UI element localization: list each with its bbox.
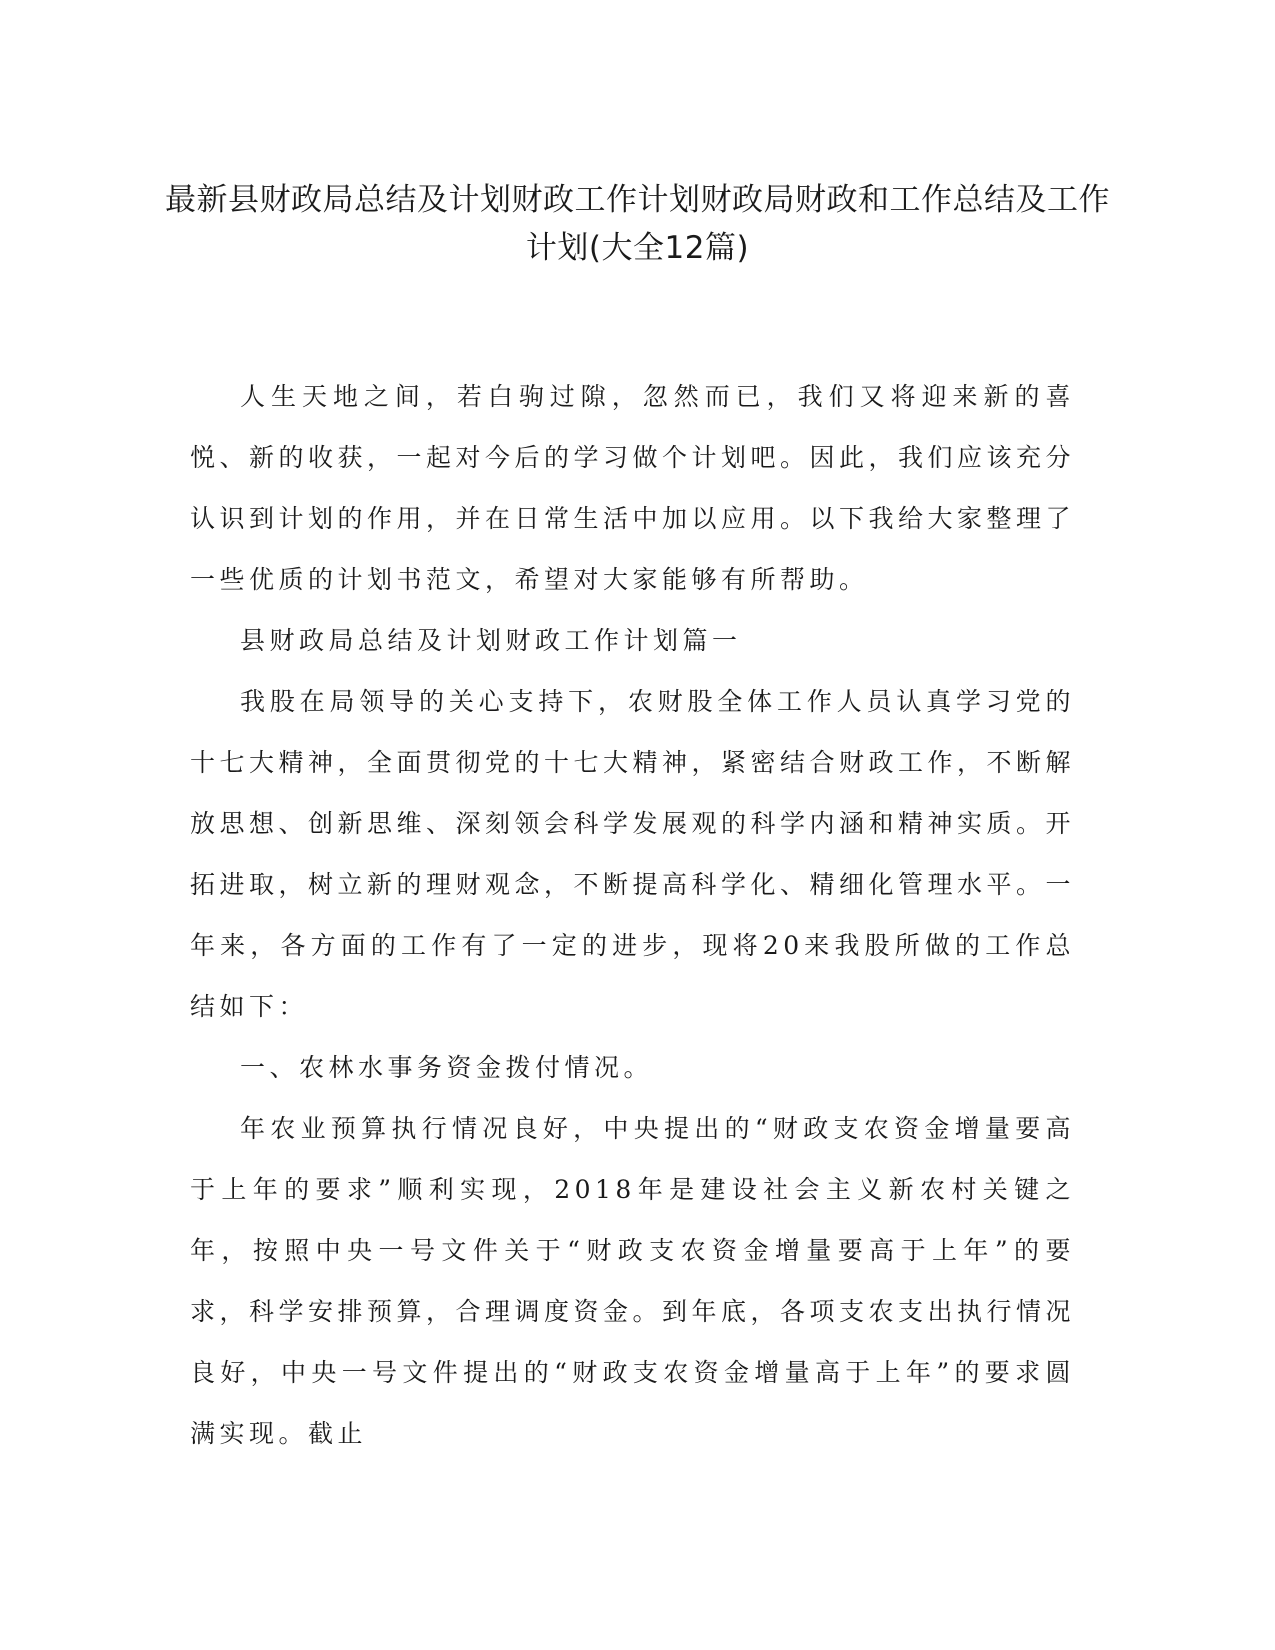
document-body <box>190 366 1075 1464</box>
section-heading: 县财政局总结及计划财政工作计划篇一 <box>240 626 742 655</box>
paragraph-funding: 年农业预算执行情况良好，中央提出的“财政支农资金增量要高于上年的要求”顺利实现，2018年是建设社会主义新农村关键之年，按照中央一号文件关于“财政支农资金增量要高于上年”的要求，科学安排预算，合理调度资金。到年底，各项支农支出执行情况良好，中央一号文件提出的“财政支农资金增量高于上年”的要求圆满实现。截止 <box>190 1114 1076 1448</box>
document-title: 最新县财政局总结及计划财政工作计划财政局财政和工作总结及工作计划(大全12篇) <box>165 182 1110 266</box>
paragraph-intro: 人生天地之间，若白驹过隙，忽然而已，我们又将迎来新的喜悦、新的收获，一起对今后的学习做个计划吧。因此，我们应该充分认识到计划的作用，并在日常生活中加以应用。以下我给大家整理了一些优质的计划书范文，希望对大家能够有所帮助。 <box>190 382 1076 594</box>
subsection-heading: 一、农林水事务资金拨付情况。 <box>240 1053 654 1082</box>
paragraph-summary: 我股在局领导的关心支持下，农财股全体工作人员认真学习党的十七大精神，全面贯彻党的十七大精神，紧密结合财政工作，不断解放思想、创新思维、深刻领会科学发展观的科学内涵和精神实质。开拓进取，树立新的理财观念，不断提高科学化、精细化管理水平。一年来，各方面的工作有了一定的进步，现将20来我股所做的工作总结如下： <box>190 687 1076 1021</box>
